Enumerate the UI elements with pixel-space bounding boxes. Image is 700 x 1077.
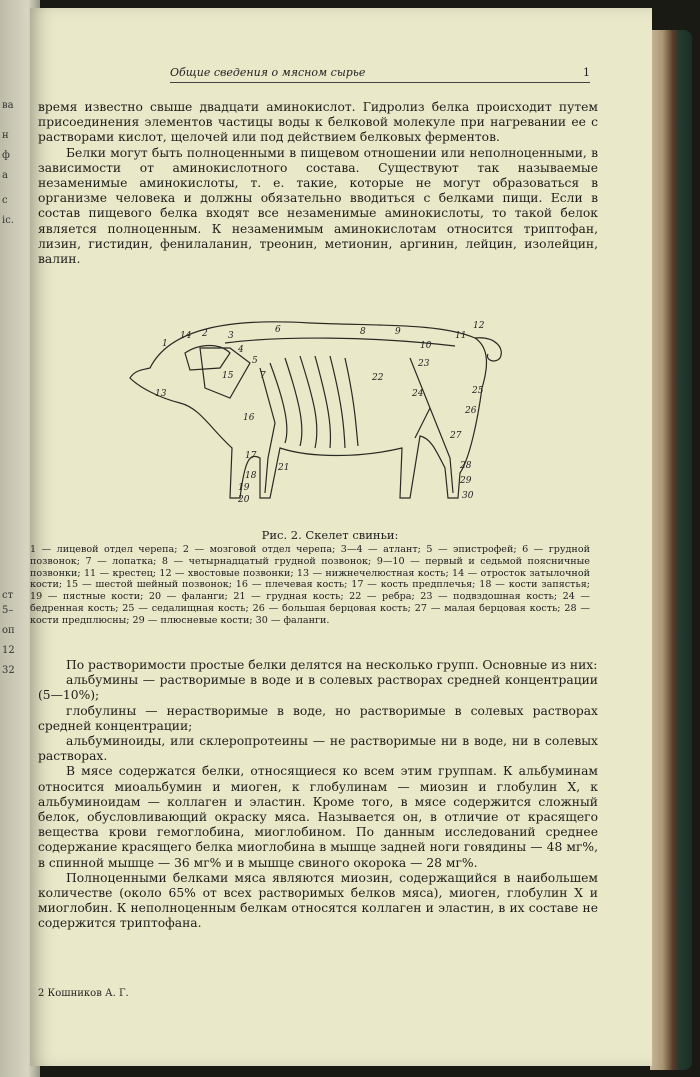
paragraph: альбумины — растворимые в воде и в солевых растворах средней концентрации (5—10%); xyxy=(38,673,598,703)
paragraph: глобулины — нерастворимые в воде, но растворимые в солевых растворах средней концентрации; xyxy=(38,703,598,733)
figure-number: 11 xyxy=(455,331,467,341)
figure-number: 23 xyxy=(418,359,430,369)
left-fragment: ст xyxy=(2,590,14,601)
paragraph: время известно свыше двадцати аминокислот. Гидролиз белка происходит путем присоединения элементов частицы воды к белковой молекуле при нагревании ее с растворами кислот, щелочей или под действием белковых ферментов. xyxy=(38,100,598,145)
figure-number: 24 xyxy=(412,389,424,399)
book-edge xyxy=(650,30,692,1070)
figure-number: 14 xyxy=(180,331,192,341)
body-text xyxy=(38,658,598,932)
figure-number: 10 xyxy=(420,341,432,351)
figure-number: 28 xyxy=(460,461,472,471)
figure-number: 25 xyxy=(472,386,484,396)
figure-number: 4 xyxy=(238,345,244,355)
left-fragment: 12 xyxy=(2,645,15,656)
figure-number: 19 xyxy=(238,483,250,493)
figure-number: 27 xyxy=(450,431,462,441)
figure-number: 5 xyxy=(252,356,258,366)
paragraph: альбуминоиды, или склеропротеины — не растворимые ни в воде, ни в солевых растворах. xyxy=(38,734,598,764)
figure-number: 26 xyxy=(465,406,477,416)
running-header xyxy=(170,66,590,83)
figure-number: 13 xyxy=(155,389,167,399)
left-fragment: 32 xyxy=(2,665,15,676)
left-fragment: оп xyxy=(2,625,15,636)
header-title: Общие сведения о мясном сырье xyxy=(170,66,366,79)
footer-signature: 2 Кошников А. Г. xyxy=(38,988,129,999)
figure-number: 8 xyxy=(360,327,366,337)
figure-number: 9 xyxy=(395,327,401,337)
figure-number: 30 xyxy=(462,491,474,501)
figure-number: 6 xyxy=(275,325,281,335)
paragraph: В мясе содержатся белки, относящиеся ко всем этим группам. К альбуминам относится миоальбумин и миоген, к глобулинам — миозин и глобулин X, к альбуминоидам — коллаген и эластин. Кроме того, в мясе содержится сложный белок, обусловливающий окраску мяса. Называется он, в отличие от красящего вещества крови гемоглобина, миоглобином. По данным исследований среднее содержание красящего белка миоглобина в мышце задней ноги говядины — 48 мг%, в спинной мышце — 36 мг% и в мышце свиного окорока — 28 мг%. xyxy=(38,764,598,870)
paragraph: По растворимости простые белки делятся на несколько групп. Основные из них: xyxy=(66,658,598,672)
book-page xyxy=(30,8,652,1066)
paragraph: Белки могут быть полноценными в пищевом отношении или неполноценными, в зависимости от аминокислотного состава. Существуют так называемые незаменимые аминокислоты, т. е. такие, которые не могут образоваться в организме человека и должны обязательно вводиться с белками пищи. Если в состав пищевого белка входят все незаменимые аминокислоты, то такой белок является полноценным. К незаменимым аминокислотам относится триптофан, лизин, гистидин, фенилаланин, треонин, метионин, аргинин, лейцин, изолейцин, валин. xyxy=(38,145,598,267)
left-fragment: ic. xyxy=(2,215,14,226)
page-number: 1 xyxy=(583,66,590,79)
figure-number: 2 xyxy=(202,329,208,339)
figure-number: 1 xyxy=(162,339,168,349)
left-fragment: 5– xyxy=(2,605,14,616)
figure-number: 12 xyxy=(473,321,485,331)
figure-number: 29 xyxy=(460,476,472,486)
figure-number: 18 xyxy=(245,471,257,481)
figure-number: 3 xyxy=(228,331,234,341)
left-fragment: а xyxy=(2,170,8,181)
paragraph: Полноценными белками мяса являются миозин, содержащийся в наибольшем количестве (около 65% от всех растворимых белков мяса), миоген, глобулин X и миоглобин. К неполноценным белкам относятся коллаген и эластин, в их составе не содержится триптофана. xyxy=(38,870,598,931)
figure-caption: Рис. 2. Скелет свиньи: xyxy=(261,528,399,542)
pig-skeleton-illustration xyxy=(110,308,530,523)
left-fragment: н xyxy=(2,130,9,141)
figure-number: 15 xyxy=(222,371,234,381)
figure-number: 17 xyxy=(245,451,257,461)
left-fragment: с xyxy=(2,195,8,206)
figure-number: 7 xyxy=(260,371,266,381)
figure-number: 22 xyxy=(372,373,384,383)
left-fragment: ва xyxy=(2,100,14,111)
figure-number: 20 xyxy=(238,495,250,505)
figure-number: 16 xyxy=(243,413,255,423)
figure-legend: 1 — лицевой отдел черепа; 2 — мозговой отдел черепа; 3—4 — атлант; 5 — эпистрофей; 6 — грудной позвонок; 7 — лопатка; 8 — четырнадцатый грудной позвонок; 9—10 — первый и седьмой поясничные позвонки; 11 — крестец; 12 — хвостовые позвонки; 13 — нижнечелюстная кость; 14 — отросток затылочной кости; 15 — шестой шейный позвонок; 16 — плечевая кость; 17 — кость предплечья; 18 — кости запястья; 19 — пястные кости; 20 — фаланги; 21 — грудная кость; 22 — ребра; 23 — подвздошная кость; 24 — бедренная кость; 25 — седалищная кость; 26 — большая берцовая кость; 27 — малая берцовая кость; 28 — кости предплюсны; 29 — плюсневые кости; 30 — фаланги. xyxy=(30,544,590,626)
left-fragment: ф xyxy=(2,150,10,161)
figure-number: 21 xyxy=(278,463,290,473)
intro-text xyxy=(38,100,598,267)
